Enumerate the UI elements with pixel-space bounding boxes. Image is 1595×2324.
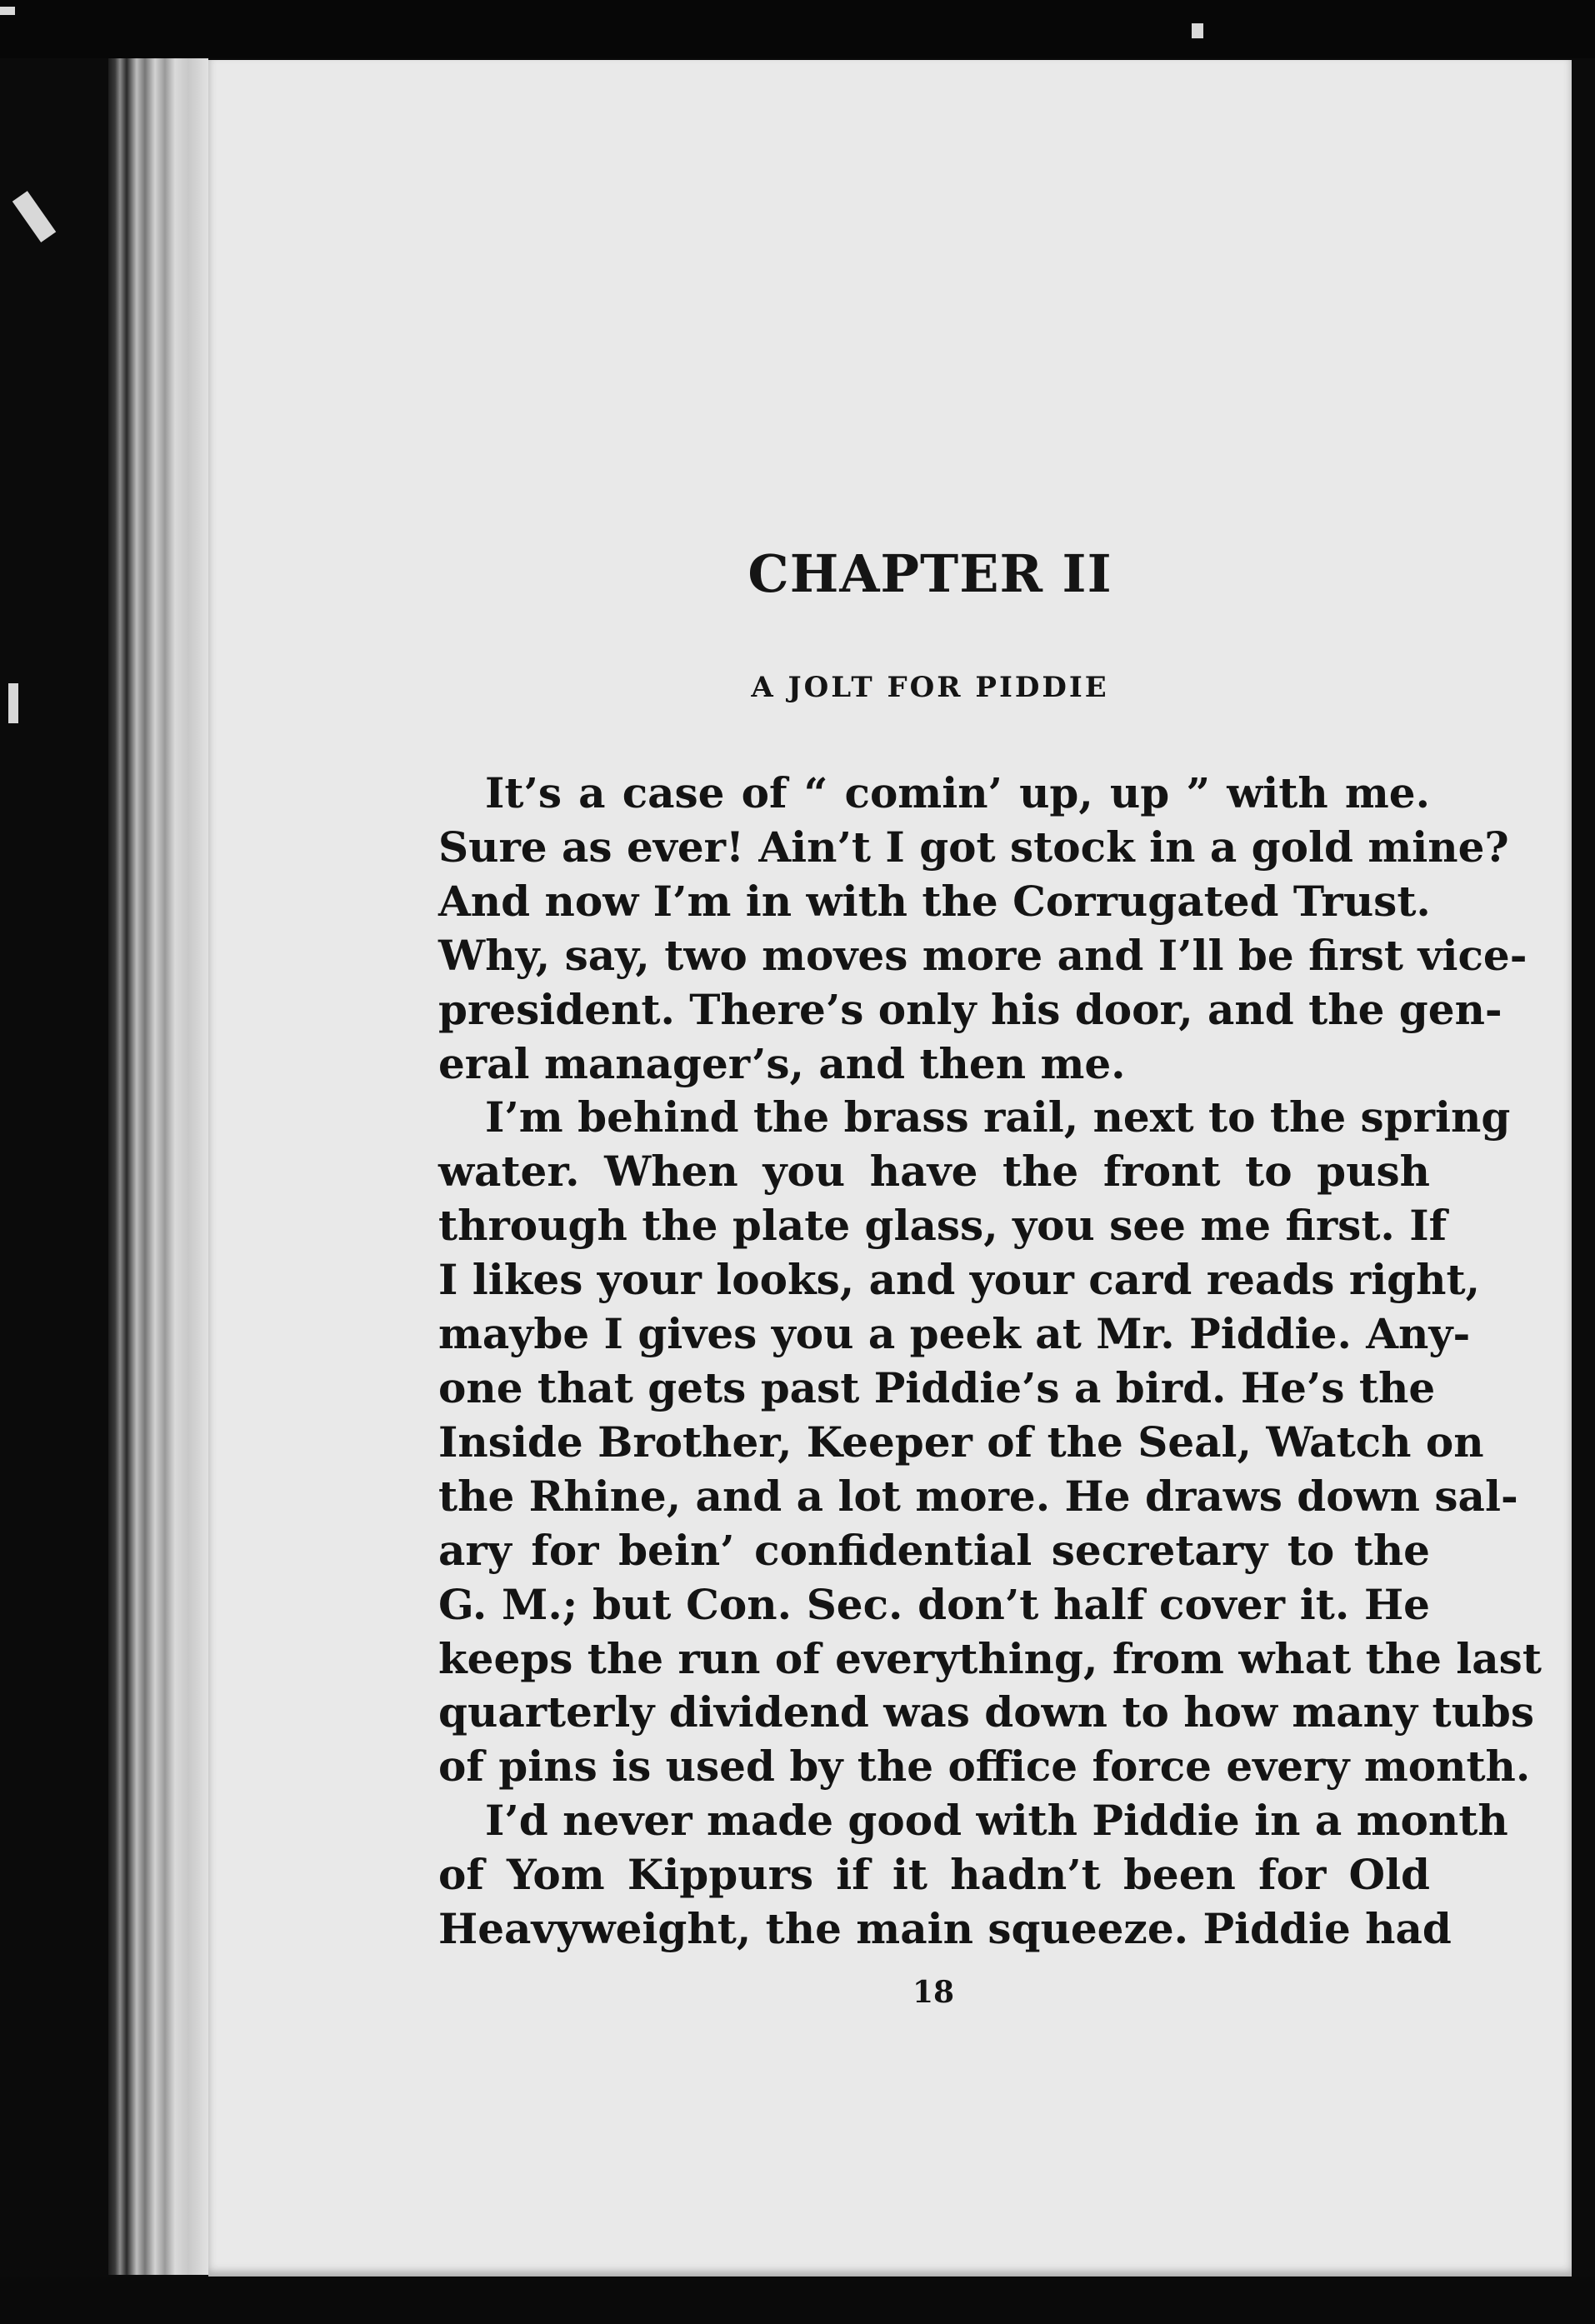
page-number: 18 bbox=[912, 1975, 955, 2010]
text-line: the Rhine, and a lot more. He draws down sal- bbox=[438, 1471, 1518, 1521]
text-line: ary for bein’ confidential secretary to the bbox=[438, 1525, 1430, 1575]
scan-border-bottom bbox=[0, 2277, 1595, 2324]
text-line: G. M.; but Con. Sec. don’t half cover it. He bbox=[438, 1579, 1430, 1629]
text-line: through the plate glass, you see me first. If bbox=[438, 1201, 1448, 1251]
text-line: maybe I gives you a peek at Mr. Piddie. Any- bbox=[438, 1309, 1471, 1359]
scan-border-top bbox=[0, 0, 1595, 58]
body-text bbox=[438, 767, 1542, 1957]
text-line: I likes your looks, and your card reads right, bbox=[438, 1255, 1480, 1305]
text-line: Why, say, two moves more and I’ll be first vice- bbox=[438, 930, 1528, 980]
text-line: Heavyweight, the main squeeze. Piddie had bbox=[438, 1904, 1452, 1954]
text-line: of Yom Kippurs if it hadn’t been for Old bbox=[438, 1850, 1430, 1900]
text-line: Sure as ever! Ain’t I got stock in a gold mine? bbox=[438, 822, 1509, 872]
scan-speck bbox=[12, 191, 56, 242]
scan-speck bbox=[1192, 23, 1203, 38]
text-line: eral manager’s, and then me. bbox=[438, 1038, 1126, 1088]
text-line: president. There’s only his door, and the gen- bbox=[438, 984, 1502, 1034]
text-line: quarterly dividend was down to how many tubs bbox=[438, 1687, 1535, 1737]
chapter-heading: CHAPTER II bbox=[748, 543, 1112, 604]
text-line: I’m behind the brass rail, next to the spring bbox=[485, 1092, 1511, 1142]
scan-speck bbox=[0, 7, 15, 15]
text-line: water. When you have the front to push bbox=[438, 1147, 1430, 1197]
chapter-subtitle: A JOLT FOR PIDDIE bbox=[751, 671, 1109, 704]
text-line: It’s a case of “ comin’ up, up ” with me. bbox=[485, 768, 1430, 817]
text-line: I’d never made good with Piddie in a month bbox=[485, 1796, 1508, 1846]
text-line: keeps the run of everything, from what the last bbox=[438, 1633, 1542, 1683]
book-binding-edge bbox=[108, 58, 208, 2275]
text-line: And now I’m in with the Corrugated Trust. bbox=[438, 876, 1431, 926]
text-line: of pins is used by the office force every month. bbox=[438, 1742, 1531, 1792]
scan-speck bbox=[8, 683, 18, 723]
text-line: one that gets past Piddie’s a bird. He’s the bbox=[438, 1362, 1436, 1412]
text-line: Inside Brother, Keeper of the Seal, Watch on bbox=[438, 1417, 1484, 1467]
